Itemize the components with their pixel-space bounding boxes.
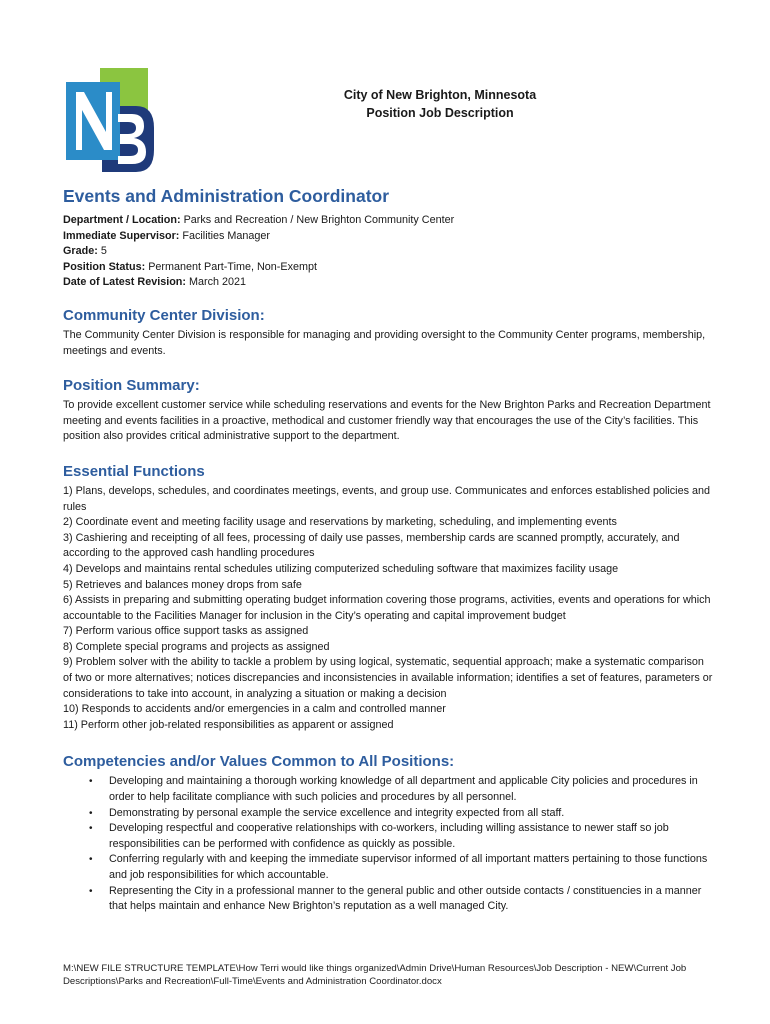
meta-revision: Date of Latest Revision: March 2021 (63, 276, 247, 289)
functions-heading: Essential Functions (63, 462, 205, 480)
list-item: 1) Plans, develops, schedules, and coordinates meetings, events, and group use. Communicates and enforces established policies and rules (63, 484, 711, 513)
list-item: 7) Perform various office support tasks as assigned (63, 625, 309, 638)
bullet-icon: • (89, 807, 93, 819)
list-item: 3) Cashiering and receipting of all fees, processing of daily use passes, membership cards are scanned promptly, accurately, and according to the approved cash handling procedures (63, 531, 680, 560)
list-item: 9) Problem solver with the ability to tackle a problem by using logical, systematic, sequential approach; make a systematic comparison of two or more alternatives; notices discrepancies and inconsistencies in available information; identifies a set of features, parameters or considerations to take into account, in analyzing a situation or making a decision (63, 656, 713, 700)
document-body (63, 186, 713, 915)
meta-block (63, 213, 713, 291)
meta-department: Department / Location: Parks and Recreation / New Brighton Community Center (63, 214, 455, 226)
list-item: 4) Develops and maintains rental schedules utilizing computerized scheduling software that maximizes facility usage (63, 562, 619, 575)
bullet-icon: • (89, 885, 93, 897)
summary-heading: Position Summary: (63, 377, 200, 395)
list-item: • Conferring regularly with and keeping the immediate supervisor informed of all important matters pertaining to those functions and job responsibilities for which accountable. (89, 853, 708, 881)
list-item: 5) Retrieves and balances money drops from safe (63, 578, 302, 591)
nb-logo-icon (62, 66, 158, 174)
list-item: 2) Coordinate event and meeting facility usage and reservations by marketing, scheduling, and implementing events (63, 516, 617, 529)
meta-supervisor: Immediate Supervisor: Facilities Manager (63, 229, 271, 242)
competencies-heading: Competencies and/or Values Common to All Positions: (63, 753, 455, 771)
functions-list (63, 484, 713, 734)
list-item: • Representing the City in a professional manner to the general public and other outside contacts / constituencies in a manner that helps maintain and enhance New Brighton’s reputation as a well managed City. (89, 884, 702, 913)
document-header (290, 86, 590, 122)
list-item: 10) Responds to accidents and/or emergencies in a calm and controlled manner (63, 703, 446, 716)
city-name: City of New Brighton, Minnesota (343, 88, 537, 102)
bullet-icon: • (89, 823, 93, 835)
division-text: The Community Center Division is responsible for managing and providing oversight to the Community Center programs, membership, meetings and events. (63, 328, 706, 357)
list-item: • Developing and maintaining a thorough working knowledge of all department and applicable City policies and procedures in order to help facilitate compliance with such policies and procedures by all personnel. (89, 775, 698, 804)
list-item: 6) Assists in preparing and submitting operating budget information covering those programs, activities, events and operations for which accountable to the Facilities Manager for inclusion in the City’s operating and capital improvement budget (63, 594, 711, 622)
position-title: Events and Administration Coordinator (63, 186, 390, 206)
meta-grade: Grade: 5 (63, 245, 107, 258)
bullet-icon: • (89, 854, 93, 866)
competencies-list (63, 774, 713, 914)
document-type: Position Job Description (366, 106, 514, 120)
list-item: 11) Perform other job-related responsibilities as apparent or assigned (63, 718, 394, 731)
bullet-icon: • (89, 776, 93, 788)
list-item: • Developing respectful and cooperative relationships with co-workers, including willing assistance to newer staff so job responsibilities can be performed with confidence as quickly as possible. (89, 822, 669, 850)
summary-text: To provide excellent customer service while scheduling reservations and events for the New Brighton Parks and Recreation Department meeting and events facilities in a proactive, methodical and customer friendly way that encourages the use of the City’s facilities. This position also provides critical administrative support to the department. (63, 399, 711, 443)
file-path-footer: M:\NEW FILE STRUCTURE TEMPLATE\How Terri would like things organized\Admin Drive\Human Resources\Job Description - NEW\Current Job Descriptions\Parks and Recreation\Full-Time\Events and Administration Coordinator.docx (63, 963, 687, 987)
list-item: 8) Complete special programs and projects as assigned (63, 640, 330, 653)
list-item: • Demonstrating by personal example the service excellence and integrity expected from all staff. (63, 806, 713, 822)
meta-status: Position Status: Permanent Part-Time, Non-Exempt (63, 260, 317, 273)
division-heading: Community Center Division: (63, 306, 265, 324)
